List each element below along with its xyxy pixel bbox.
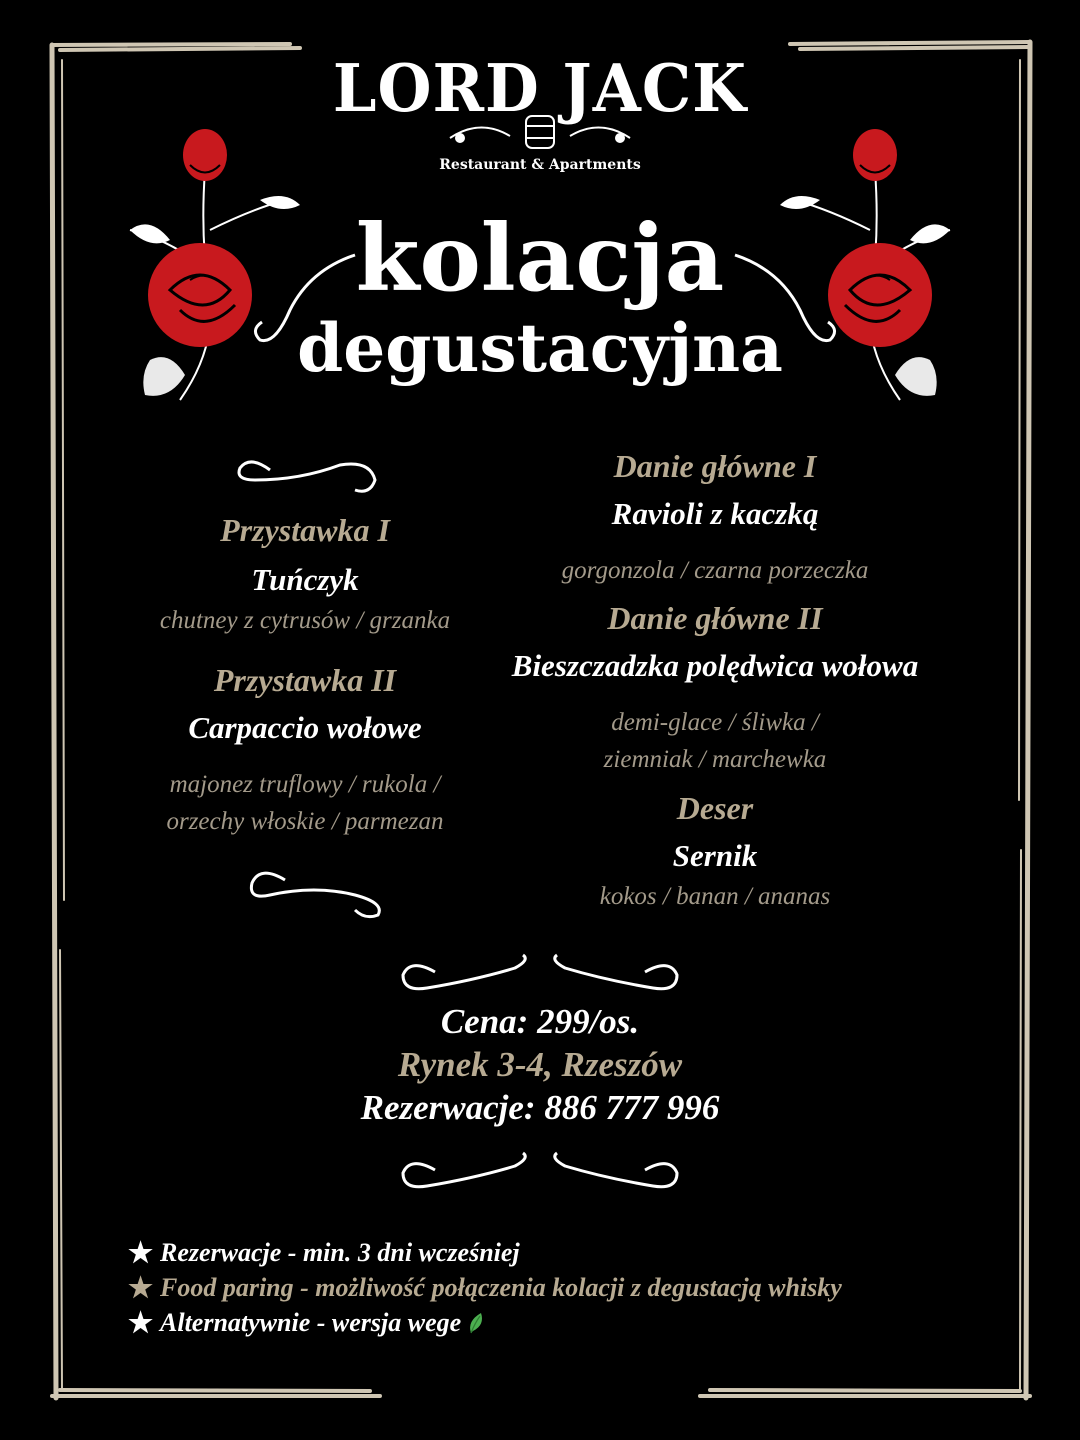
barrel-icon <box>440 108 640 158</box>
notes-list <box>128 1235 1028 1340</box>
dish-name: Tuńczyk <box>251 562 359 597</box>
address: Rynek 3-4, Rzeszów <box>397 1045 683 1084</box>
note-item <box>128 1305 1028 1340</box>
dish-description: orzechy włoskie / parmezan <box>166 808 444 835</box>
course-heading: Danie główne II <box>607 600 823 636</box>
course-heading: Przystawka II <box>213 662 397 698</box>
dish-description: ziemniak / marchewka <box>603 746 827 773</box>
note-text: Alternatywnie - wersja wege <box>160 1307 462 1337</box>
note-text: Rezerwacje - min. 3 dni wcześniej <box>160 1237 520 1267</box>
note-text: Food paring - możliwość połączenia kolacji z degustacją whisky <box>160 1272 842 1302</box>
swirl-ornament <box>240 865 390 920</box>
dish-name: Carpaccio wołowe <box>188 710 422 745</box>
dish-description: kokos / banan / ananas <box>599 883 831 910</box>
dish-description: demi-glace / śliwka / <box>611 709 819 736</box>
brand-name: LORD JACK <box>332 50 748 127</box>
double-swirl-ornament <box>395 950 685 1000</box>
note-item <box>128 1270 1028 1305</box>
star-icon: ★ <box>128 1272 154 1304</box>
title-line-1: kolacja <box>355 204 725 312</box>
star-icon: ★ <box>128 1237 154 1269</box>
star-icon: ★ <box>128 1307 154 1339</box>
dish-name: Bieszczadzka polędwica wołowa <box>511 648 919 683</box>
course-heading: Deser <box>676 790 754 826</box>
swirl-ornament <box>230 450 380 500</box>
dish-description: majonez truflowy / rukola / <box>169 771 441 798</box>
reservation-phone: Rezerwacje: 886 777 996 <box>360 1088 720 1127</box>
dish-description: gorgonzola / czarna porzeczka <box>561 557 869 584</box>
note-item <box>128 1235 1028 1270</box>
course-heading: Przystawka I <box>220 512 390 548</box>
dish-name: Sernik <box>672 838 758 873</box>
course-heading: Danie główne I <box>613 448 817 484</box>
dish-description: chutney z cytrusów / grzanka <box>159 607 451 634</box>
dish-name: Ravioli z kaczką <box>611 496 819 531</box>
leaf-icon <box>467 1311 485 1335</box>
brand-subtitle: Restaurant & Apartments <box>439 157 641 173</box>
price: Cena: 299/os. <box>440 1002 640 1041</box>
title-line-2: degustacyjna <box>297 309 783 387</box>
double-swirl-ornament <box>395 1148 685 1198</box>
